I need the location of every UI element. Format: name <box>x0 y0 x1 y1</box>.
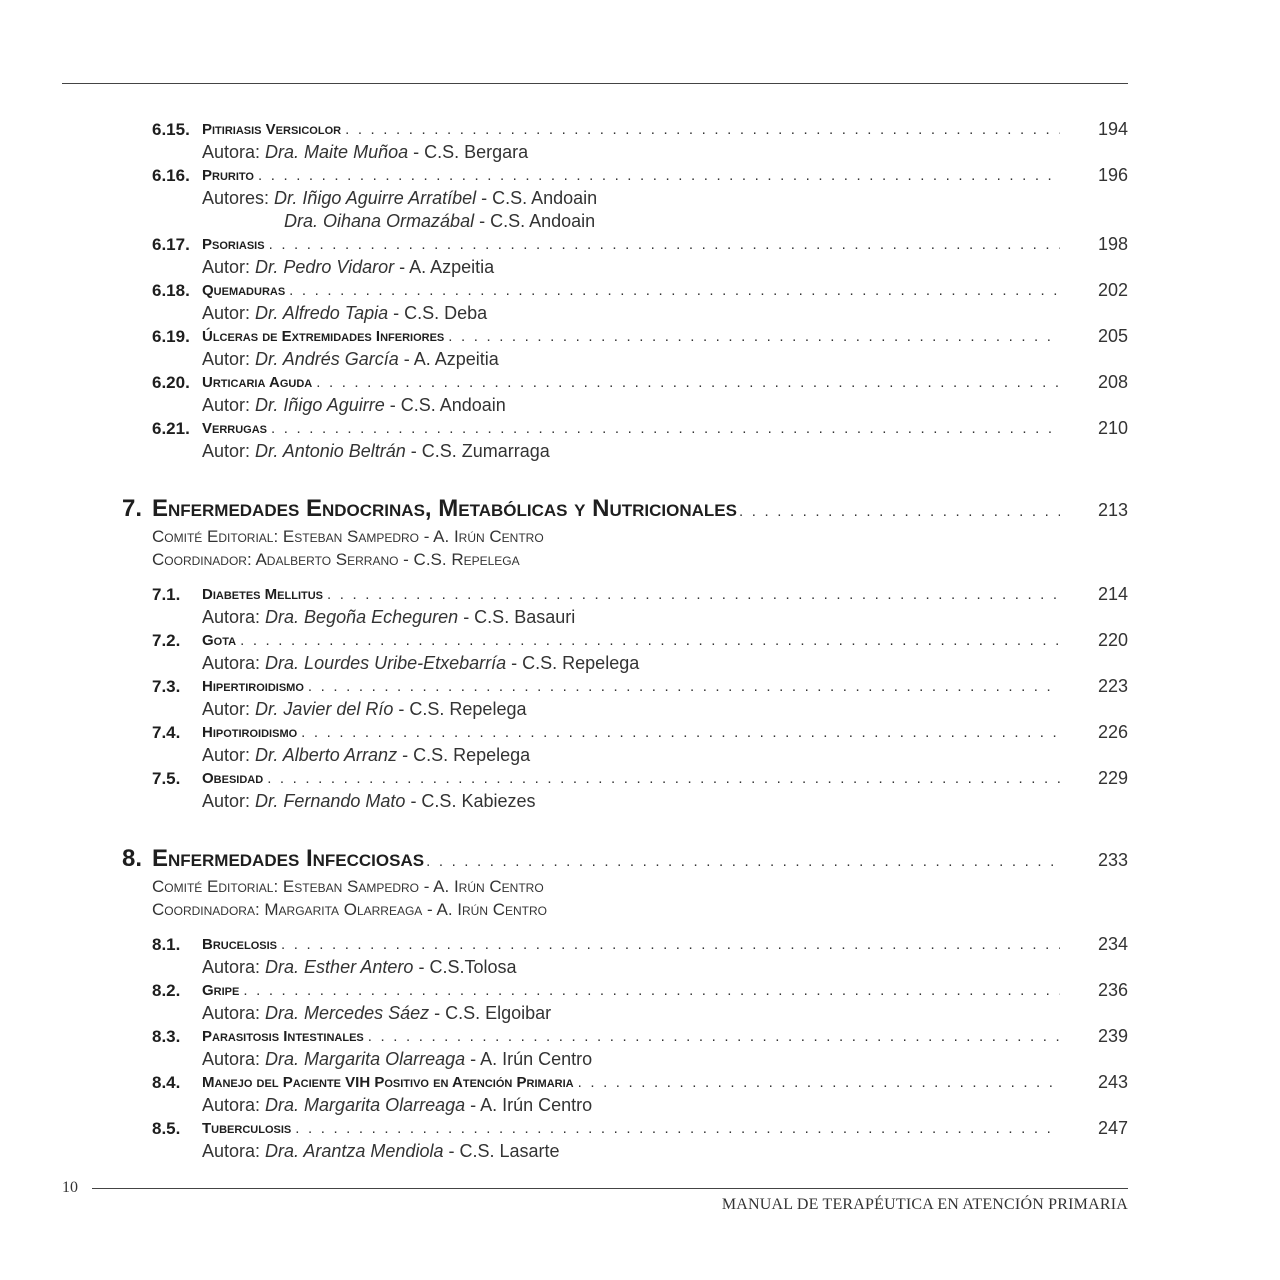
author-name: Dr. Pedro Vidaror <box>255 257 395 277</box>
entry-number: 6.17. <box>152 235 190 254</box>
entry-page-number: 198 <box>1097 234 1128 254</box>
author-label: Autor: <box>202 441 256 461</box>
author-label: Autora: <box>202 653 266 673</box>
author-center: - C.S. Elgoibar <box>429 1003 552 1023</box>
dot-leader <box>258 167 1060 184</box>
chapter-heading <box>0 493 1280 525</box>
entry-page-number: 229 <box>1097 768 1128 788</box>
entry-title-row <box>202 933 1060 956</box>
entry-number: 7.5. <box>152 769 181 788</box>
author-label: Autora: <box>202 1049 266 1069</box>
toc-entry <box>0 118 1280 141</box>
author-line <box>0 652 1280 675</box>
author-label: Autora: <box>202 1003 266 1023</box>
toc-entry <box>0 417 1280 440</box>
entry-number: 6.15. <box>152 120 190 139</box>
chapter-heading <box>0 843 1280 875</box>
entry-title: Gota <box>202 632 237 649</box>
entry-page-number: 239 <box>1097 1026 1128 1046</box>
toc-entry <box>0 629 1280 652</box>
toc-entry <box>0 583 1280 606</box>
entry-title-row <box>202 675 1060 698</box>
toc-entry <box>0 675 1280 698</box>
dot-leader <box>243 982 1060 999</box>
author-line <box>0 1140 1280 1163</box>
entry-number: 6.19. <box>152 327 190 346</box>
author-name: Dr. Fernando Mato <box>255 791 406 811</box>
toc-entry <box>0 767 1280 790</box>
entry-title: Diabetes Mellitus <box>202 586 324 603</box>
author-center: - C.S. Andoain <box>476 188 598 208</box>
entry-page-number: 220 <box>1097 630 1128 650</box>
author-label: Autor: <box>202 791 256 811</box>
chapter-page-number: 213 <box>1097 500 1128 520</box>
chapter-staff-line: Coordinador: Adalberto Serrano - C.S. Repelega <box>152 550 520 569</box>
entry-title: Brucelosis <box>202 936 278 953</box>
toc-entry <box>0 279 1280 302</box>
dot-leader <box>289 282 1060 299</box>
entry-title: Psoriasis <box>202 236 265 253</box>
entry-title-row <box>202 417 1060 440</box>
toc-entry <box>0 164 1280 187</box>
author-name: Dr. Iñigo Aguirre <box>255 395 385 415</box>
chapter-number: 7. <box>122 495 143 522</box>
author-name: Dra. Margarita Olarreaga <box>265 1095 466 1115</box>
entry-title: Obesidad <box>202 770 264 787</box>
author-center: - C.S. Repelega <box>397 745 531 765</box>
author-center: - C.S. Zumarraga <box>405 441 550 461</box>
toc-entry <box>0 1117 1280 1140</box>
dot-leader <box>271 420 1060 437</box>
author-label: Autor: <box>202 257 256 277</box>
toc-entry <box>0 1025 1280 1048</box>
entry-title: Verrugas <box>202 420 268 437</box>
author-name: Dra. Maite Muñoa <box>265 142 409 162</box>
author-line <box>0 790 1280 813</box>
toc-entry <box>0 933 1280 956</box>
author-line <box>0 698 1280 721</box>
entry-title-row <box>202 279 1060 302</box>
chapter-staff-line: Coordinadora: Margarita Olarreaga - A. Irún Centro <box>152 900 547 919</box>
author-line <box>0 348 1280 371</box>
author-name: Dr. Andrés García <box>255 349 399 369</box>
entry-number: 7.3. <box>152 677 181 696</box>
author-line <box>0 302 1280 325</box>
toc-entry <box>0 1071 1280 1094</box>
entry-title: Hipotiroidismo <box>202 724 298 741</box>
dot-leader <box>345 121 1060 138</box>
chapter-number: 8. <box>122 845 143 872</box>
author-line <box>0 956 1280 979</box>
entry-title: Úlceras de Extremidades Inferiores <box>202 328 445 345</box>
author-name: Dra. Margarita Olarreaga <box>265 1049 466 1069</box>
chapter-title: Enfermedades Infecciosas <box>152 845 425 872</box>
author-name: Dra. Arantza Mendiola <box>265 1141 444 1161</box>
author-center: - A. Azpeitia <box>394 257 495 277</box>
entry-page-number: 247 <box>1097 1118 1128 1138</box>
entry-title: Tuberculosis <box>202 1120 292 1137</box>
author-center: - C.S.Tolosa <box>413 957 517 977</box>
author-line <box>0 256 1280 279</box>
entry-title: Parasitosis Intestinales <box>202 1028 364 1045</box>
author-line <box>0 1094 1280 1117</box>
entry-title: Manejo del Paciente VIH Positivo en Atención Primaria <box>202 1074 574 1091</box>
entry-number: 6.21. <box>152 419 190 438</box>
chapter-title: Enfermedades Endocrinas, Metabólicas y Nutricionales <box>152 495 737 522</box>
entry-title: Prurito <box>202 167 254 184</box>
chapter-title-row <box>152 493 1060 525</box>
footer-rule <box>92 1188 1128 1189</box>
author-label: Autora: <box>202 1141 266 1161</box>
dot-leader <box>269 236 1060 253</box>
dot-leader <box>267 770 1060 787</box>
chapter-staff-line: Comité Editorial: Esteban Sampedro - A. Irún Centro <box>152 877 544 896</box>
entry-number: 6.16. <box>152 166 190 185</box>
footer-page-number: 10 <box>62 1179 78 1196</box>
entry-number: 8.2. <box>152 981 181 1000</box>
entry-page-number: 196 <box>1097 165 1128 185</box>
author-center: - C.S. Lasarte <box>443 1141 560 1161</box>
entry-title-row <box>202 118 1060 141</box>
entry-page-number: 223 <box>1097 676 1128 696</box>
entry-page-number: 202 <box>1097 280 1128 300</box>
entry-title-row <box>202 767 1060 790</box>
author-name: Dr. Javier del Río <box>255 699 394 719</box>
toc-entry <box>0 371 1280 394</box>
author-line <box>0 1002 1280 1025</box>
entry-page-number: 214 <box>1097 584 1128 604</box>
entry-title-row <box>202 1025 1060 1048</box>
entry-number: 7.1. <box>152 585 181 604</box>
author-line <box>0 210 1280 233</box>
dot-leader <box>301 724 1060 741</box>
entry-page-number: 236 <box>1097 980 1128 1000</box>
author-name: Dra. Begoña Echeguren <box>265 607 459 627</box>
toc-entry <box>0 721 1280 744</box>
author-name: Dr. Iñigo Aguirre Arratíbel <box>274 188 477 208</box>
entry-title: Hipertiroidismo <box>202 678 304 695</box>
entry-title-row <box>202 325 1060 348</box>
toc-entry <box>0 233 1280 256</box>
toc-entry <box>0 325 1280 348</box>
entry-title-row <box>202 1071 1060 1094</box>
dot-leader <box>739 503 1060 520</box>
entry-title: Quemaduras <box>202 282 286 299</box>
author-label: Autora: <box>202 607 266 627</box>
author-label: Autor: <box>202 699 256 719</box>
entry-number: 6.18. <box>152 281 190 300</box>
entry-number: 8.5. <box>152 1119 181 1138</box>
author-label: Autora: <box>202 1095 266 1115</box>
author-name: Dra. Esther Antero <box>265 957 414 977</box>
entry-page-number: 194 <box>1097 119 1128 139</box>
chapter-page-number: 233 <box>1097 850 1128 870</box>
dot-leader <box>308 678 1060 695</box>
entry-title-row <box>202 721 1060 744</box>
author-line <box>0 1048 1280 1071</box>
entry-page-number: 243 <box>1097 1072 1128 1092</box>
author-name: Dr. Alberto Arranz <box>255 745 398 765</box>
author-center: - C.S. Andoain <box>384 395 506 415</box>
entry-page-number: 226 <box>1097 722 1128 742</box>
author-name: Dr. Alfredo Tapia <box>255 303 389 323</box>
author-center: - C.S. Basauri <box>458 607 576 627</box>
entry-title-row <box>202 164 1060 187</box>
author-name: Dra. Oihana Ormazábal <box>284 211 475 231</box>
footer-book-title: MANUAL DE TERAPÉUTICA EN ATENCIÓN PRIMARIA <box>721 1196 1128 1213</box>
dot-leader <box>240 632 1060 649</box>
entry-title-row <box>202 233 1060 256</box>
entry-number: 8.1. <box>152 935 181 954</box>
author-label: Autor: <box>202 745 256 765</box>
dot-leader <box>368 1028 1060 1045</box>
entry-title: Urticaria Aguda <box>202 374 313 391</box>
header-rule <box>62 83 1128 84</box>
author-label: Autor: <box>202 395 256 415</box>
entry-title-row <box>202 583 1060 606</box>
author-center: - C.S. Kabiezes <box>405 791 536 811</box>
author-name: Dr. Antonio Beltrán <box>255 441 406 461</box>
table-of-contents <box>0 118 1280 1163</box>
author-label: Autora: <box>202 957 266 977</box>
toc-entry <box>0 979 1280 1002</box>
entry-number: 6.20. <box>152 373 190 392</box>
dot-leader <box>281 936 1060 953</box>
spacer <box>0 921 1280 933</box>
author-line <box>0 394 1280 417</box>
dot-leader <box>327 586 1060 603</box>
chapter-title-row <box>152 843 1060 875</box>
entry-page-number: 234 <box>1097 934 1128 954</box>
author-name: Dra. Mercedes Sáez <box>265 1003 430 1023</box>
entry-page-number: 208 <box>1097 372 1128 392</box>
dot-leader <box>578 1074 1060 1091</box>
author-center: - A. Irún Centro <box>465 1049 593 1069</box>
entry-number: 8.3. <box>152 1027 181 1046</box>
author-center: - C.S. Repelega <box>506 653 640 673</box>
entry-title-row <box>202 629 1060 652</box>
dot-leader <box>316 374 1060 391</box>
author-label: Autor: <box>202 303 256 323</box>
entry-page-number: 210 <box>1097 418 1128 438</box>
entry-page-number: 205 <box>1097 326 1128 346</box>
author-name: Dra. Lourdes Uribe-Etxebarría <box>265 653 507 673</box>
author-line <box>0 440 1280 463</box>
spacer <box>0 571 1280 583</box>
chapter-staff-line: Comité Editorial: Esteban Sampedro - A. Irún Centro <box>152 527 544 546</box>
author-line <box>0 606 1280 629</box>
entry-title: Gripe <box>202 982 240 999</box>
entry-title-row <box>202 371 1060 394</box>
author-label: Autora: <box>202 142 266 162</box>
entry-title: Pitiriasis Versicolor <box>202 121 342 138</box>
entry-title-row <box>202 1117 1060 1140</box>
author-center: - C.S. Bergara <box>408 142 529 162</box>
author-center: - C.S. Deba <box>388 303 488 323</box>
author-line <box>0 744 1280 767</box>
author-line <box>0 187 1280 210</box>
dot-leader <box>426 853 1060 870</box>
dot-leader <box>448 328 1060 345</box>
author-center: - A. Azpeitia <box>398 349 499 369</box>
author-center: - A. Irún Centro <box>465 1095 593 1115</box>
entry-title-row <box>202 979 1060 1002</box>
entry-number: 7.4. <box>152 723 181 742</box>
entry-number: 8.4. <box>152 1073 181 1092</box>
author-line <box>0 141 1280 164</box>
dot-leader <box>295 1120 1060 1137</box>
author-label: Autores: <box>202 188 275 208</box>
entry-number: 7.2. <box>152 631 181 650</box>
author-label: Autor: <box>202 349 256 369</box>
author-center: - C.S. Repelega <box>393 699 527 719</box>
author-center: - C.S. Andoain <box>474 211 596 231</box>
